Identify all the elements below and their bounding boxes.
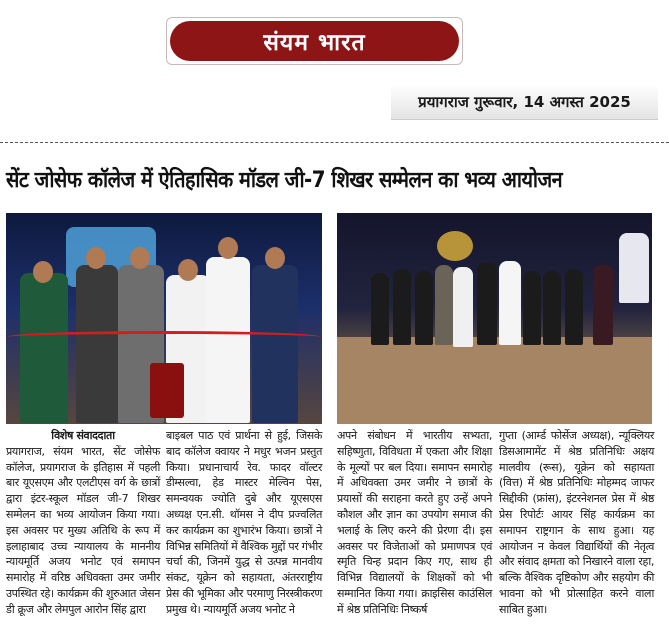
byline: विशेष संवाददाता — [51, 429, 115, 442]
article-column-3: अपने संबोधन में भारतीय सभ्यता, सहिष्णुता, विविधता में एकता और शिक्षा के मूल्यों पर बल दिया। समापन समारोह में अधिवक्ता उमर जमीर ने छात्रों के प्रयासों की सराहना करते हुए उन्हें अपने कौशल और ज्ञान का उपयोग समाज की भलाई के लिए करने की प्रेरणा दी। इस अवसर पर विजेताओं को प्रमाणपत्र एवं स्मृति चिन्ह प्रदान किए गए, साथ ही विभिन्न विद्यालयों के शिक्षकों को भी सम्मानित किया गया। क्राइसिस काउंसिल में श्रेष्ठ प्रतिनिधिः निष्कर्ष — [337, 429, 492, 616]
dateline: प्रयागराज गुरूवार, 14 अगस्त 2025 — [391, 84, 658, 120]
college-crest — [437, 231, 473, 261]
photo-award-ceremony — [337, 213, 652, 424]
divider-rule — [0, 142, 669, 143]
masthead-title: संयम भारत — [170, 21, 459, 61]
article-column-4: गुप्ता (आर्म्ड फोर्सेज अध्यक्ष), न्यूक्लियर डिसआमामेंट में श्रेष्ठ प्रतिनिधिः अक्षय मालवीय (रूस), यूक्रेन को सहायता (वित्त) में श्रेष्ठ प्रतिनिधिः मोहम्मद जाफर सिद्दीकी (फ्रांस), इंटरनेशनल प्रेस में श्रेष्ठ प्रेस रिपोर्टः आयर सिंह कार्यक्रम का समापन राष्ट्रगान के साथ हुआ। यह आयोजन न केवल विद्यार्थियों की नेतृत्व और संवाद क्षमता को निखारने वाला रहा, बल्कि वैश्विक दृष्टिकोण और सहयोग की भावना को भी प्रोत्साहित करने वाला साबित हुआ। — [499, 429, 654, 616]
photo-lamp-lighting — [6, 213, 322, 424]
newspaper-masthead — [166, 17, 463, 65]
stage-floor — [337, 337, 652, 424]
ceremonial-lamp — [150, 363, 184, 418]
article-headline: सेंट जोसेफ कॉलेज में ऐतिहासिक मॉडल जी-7 शिखर सम्मेलन का भव्य आयोजन — [6, 168, 563, 193]
ribbon — [6, 331, 322, 343]
column-text: प्रयागराज, संयम भारत, सेंट जोसेफ कॉलेज, प्रयागराज के इतिहास में पहली बार यूएसएम और एलटीएस वर्ग के छात्रों द्वारा इंटर-स्कूल मॉडल जी-7 शिखर सम्मेलन का भव्य आयोजन किया गया। इस अवसर पर मुख्य अतिथि के रूप में इलाहाबाद उच्च न्यायालय के माननीय न्यायमूर्ति अजय भनोट एवं समापन समारोह में वरिष्ठ अधिवक्ता उमर जमीर उपस्थित रहे। कार्यक्रम की शुरुआत जेसन डी क्रूज और लेमपुल आरोन सिंह द्वारा — [6, 444, 160, 616]
article-column-1 — [6, 428, 160, 618]
article-column-2: बाइबल पाठ एवं प्रार्थना से हुई, जिसके बाद कॉलेज क्वायर ने मधुर भजन प्रस्तुत किया। प्रधानाचार्य रेव. फादर वॉल्टर डीम्सल्वा, हेड मास्टर मेल्विन पेस, समन्वयक ज्योति दुबे और यूएसएस अध्यक्ष एन.सी. थॉमस ने दीप प्रज्वलित कर कार्यक्रम का शुभारंभ किया। छात्रों ने विभिन्न समितियों में वैश्विक मुद्दों पर गंभीर चर्चा की, जिनमें युद्ध से उत्पन्न मानवीय संकट, यूक्रेन को सहायता, अंतरराष्ट्रीय प्रेस की भूमिका और परमाणु निरस्त्रीकरण प्रमुख थे। न्यायमूर्ति अजय भनोट ने — [166, 429, 322, 616]
